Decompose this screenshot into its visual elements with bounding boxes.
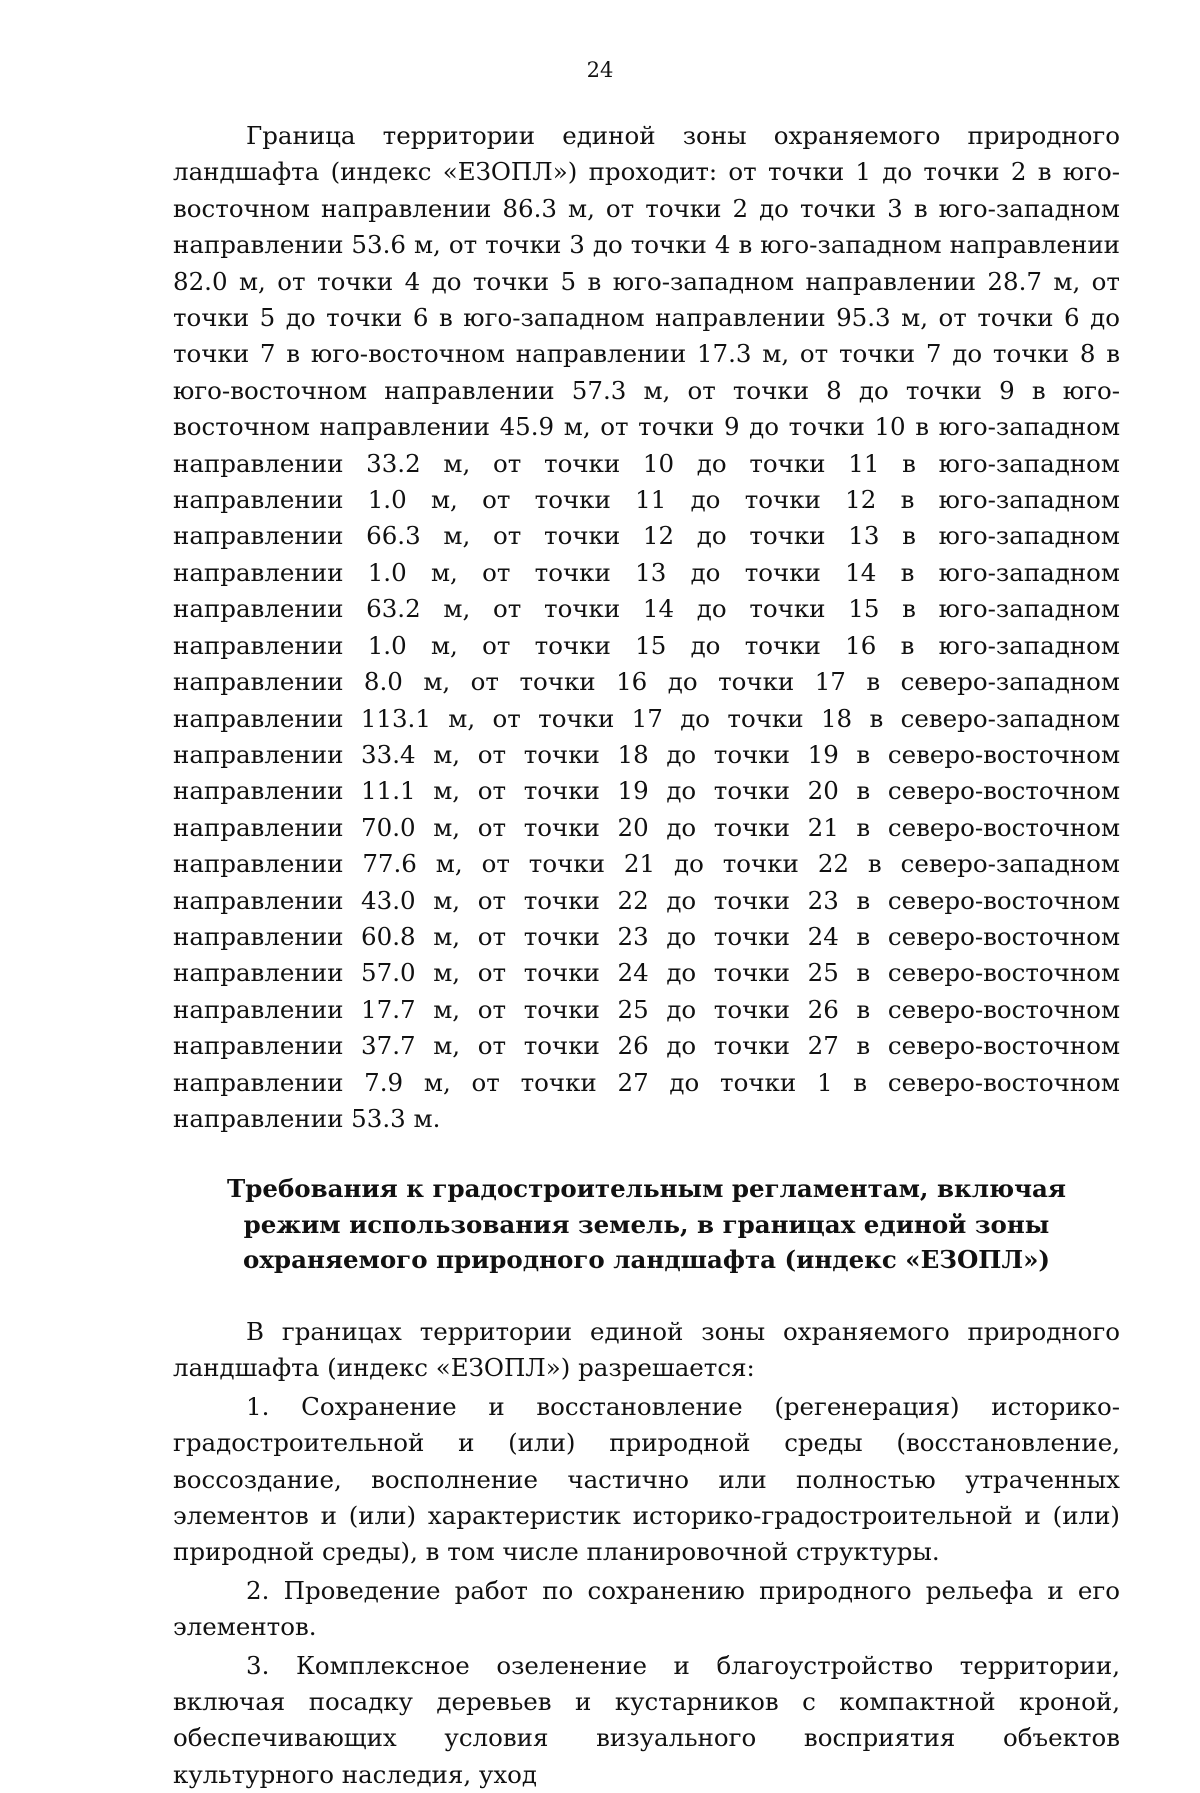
page-number: 24 xyxy=(586,58,614,82)
allowed-list xyxy=(173,1389,1120,1793)
list-item xyxy=(173,1573,1120,1646)
list-item-text: Комплексное озеленение и благоустройство территории, включая посадку деревьев и кустарников с компактной кроной, обеспечивающих условия визуального восприятия объектов культурного наследия, уход xyxy=(173,1650,1120,1789)
list-item-text: Сохранение и восстановление (регенерация) историко-градостроительной и (или) природной среды (восстановление, воссоздание, восполнение частично или полностью утраченных элементов и (или) характеристик историко-градостроительной и (или) природной среды), в том числе планировочной структуры. xyxy=(173,1391,1121,1567)
list-item xyxy=(173,1648,1120,1793)
boundary-description-paragraph: Граница территории единой зоны охраняемого природного ландшафта (индекс «ЕЗОПЛ») проходит: от точки 1 до точки 2 в юго-восточном направлении 86.3 м, от точки 2 до точки 3 в юго-западном направлении 53.6 м, от точки 3 до точки 4 в юго-западном направлении 82.0 м, от точки 4 до точки 5 в юго-западном направлении 28.7 м, от точки 5 до точки 6 в юго-западном направлении 95.3 м, от точки 6 до точки 7 в юго-восточном направлении 17.3 м, от точки 7 до точки 8 в юго-восточном направлении 57.3 м, от точки 8 до точки 9 в юго-восточном направлении 45.9 м, от точки 9 до точки 10 в юго-западном направлении 33.2 м, от точки 10 до точки 11 в юго-западном направлении 1.0 м, от точки 11 до точки 12 в юго-западном направлении 66.3 м, от точки 12 до точки 13 в юго-западном направлении 1.0 м, от точки 13 до точки 14 в юго-западном направлении 63.2 м, от точки 14 до точки 15 в юго-западном направлении 1.0 м, от точки 15 до точки 16 в юго-западном направлении 8.0 м, от точки 16 до точки 17 в северо-западном направлении 113.1 м, от точки 17 до точки 18 в северо-западном направлении 33.4 м, от точки 18 до точки 19 в северо-восточном направлении 11.1 м, от точки 19 до точки 20 в северо-восточном направлении 70.0 м, от точки 20 до точки 21 в северо-восточном направлении 77.6 м, от точки 21 до точки 22 в северо-западном направлении 43.0 м, от точки 22 до точки 23 в северо-восточном направлении 60.8 м, от точки 23 до точки 24 в северо-восточном направлении 57.0 м, от точки 24 до точки 25 в северо-восточном направлении 17.7 м, от точки 25 до точки 26 в северо-восточном направлении 37.7 м, от точки 26 до точки 27 в северо-восточном направлении 7.9 м, от точки 27 до точки 1 в северо-восточном направлении 53.3 м. xyxy=(173,121,1120,1133)
list-item-text: Проведение работ по сохранению природного рельефа и его элементов. xyxy=(173,1575,1120,1642)
allowed-intro-paragraph: В границах территории единой зоны охраняемого природного ландшафта (индекс «ЕЗОПЛ») разрешается: xyxy=(173,1316,1120,1383)
section-heading: Требования к градостроительным регламентам, включая режим использования земель, в границах единой зоны охраняемого природного ландшафта (индекс «ЕЗОПЛ») xyxy=(227,1174,1066,1275)
list-item-number: 2. xyxy=(246,1575,270,1605)
list-item-number: 3. xyxy=(246,1650,270,1680)
list-item-number: 1. xyxy=(246,1391,270,1421)
list-item xyxy=(173,1389,1120,1571)
page-content xyxy=(173,118,1120,1793)
